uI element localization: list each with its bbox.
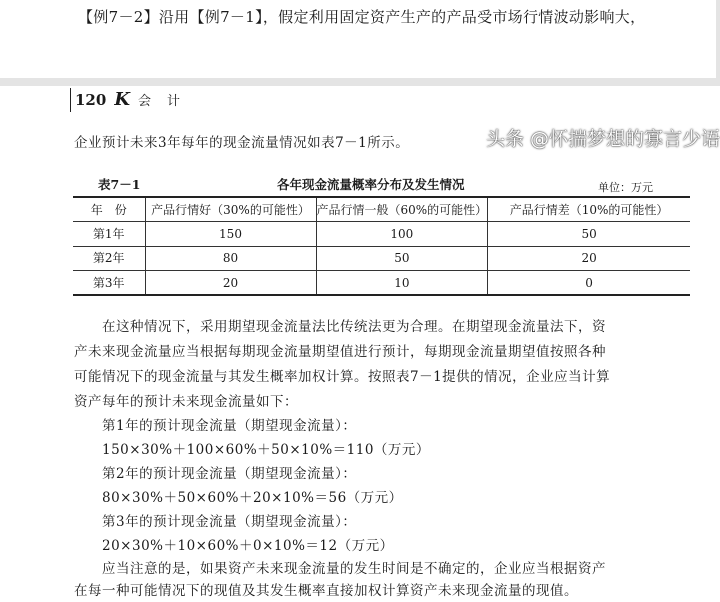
table-cell: 100 (316, 222, 488, 247)
column-header: 产品行情差（10%的可能性） (488, 197, 690, 222)
table-cell: 20 (488, 246, 690, 271)
table-cell: 第3年 (73, 271, 145, 296)
table-cell: 0 (488, 271, 690, 296)
column-header: 产品行情好（30%的可能性） (145, 197, 316, 222)
calc-line: 80×30%＋50×60%＋20×10%＝56（万元） (74, 490, 403, 506)
table-title: 各年现金流量概率分布及发生情况 (277, 177, 465, 192)
column-header: 产品行情一般（60%的可能性） (316, 197, 488, 222)
paragraph-line: 可能情况下的现金流量与其发生概率加权计算。按照表7－1提供的情况，企业应当计算 (74, 369, 611, 385)
calc-line: 第3年的预计现金流量（期望现金流量）： (74, 514, 357, 530)
table-cell: 20 (145, 271, 316, 296)
table-unit: 单位：万元 (598, 181, 653, 194)
calc-line: 第2年的预计现金流量（期望现金流量）： (74, 466, 357, 482)
table-cell: 50 (488, 222, 690, 247)
page-header (70, 88, 196, 112)
paragraph-line: 在这种情况下，采用期望现金流量法比传统法更为合理。在期望现金流量法下，资 (74, 319, 606, 335)
intro-text: 企业预计未来3年每年的现金流量情况如表7－1所示。 (74, 135, 410, 151)
table-cell: 第2年 (73, 246, 145, 271)
book-title: 会计 (137, 94, 196, 109)
page-number: 120 (75, 91, 107, 109)
column-header: 年 份 (73, 197, 145, 222)
watermark: 头条 @怀揣梦想的寡言少语 (486, 128, 720, 150)
book-logo-icon: K (114, 89, 130, 110)
table-cell: 10 (316, 271, 488, 296)
table-row (73, 246, 690, 271)
table-cell: 50 (316, 246, 488, 271)
previous-page (0, 0, 716, 78)
table-row (73, 222, 690, 247)
table-label: 表7－1 (98, 177, 141, 192)
table-cell: 150 (145, 222, 316, 247)
paragraph-line: 产未来现金流量应当根据每期现金流量期望值进行预计，每期现金流量期望值按照各种 (74, 344, 606, 360)
cash-flow-table (73, 196, 690, 296)
calc-line: 第1年的预计现金流量（期望现金流量）： (74, 418, 357, 434)
calc-line: 150×30%＋100×60%＋50×10%＝110（万元） (74, 442, 430, 458)
calc-line: 20×30%＋10×60%＋0×10%＝12（万元） (74, 538, 394, 554)
note-line: 应当注意的是，如果资产未来现金流量的发生时间是不确定的，企业应当根据资产 (74, 561, 606, 577)
example-line: 【例7－2】沿用【例7－1】，假定利用固定资产生产的产品受市场行情波动影响大， (78, 8, 646, 26)
table-header-row (73, 197, 690, 222)
note-line: 在每一种可能情况下的现值及其发生概率直接加权计算资产未来现金流量的现值。 (74, 583, 578, 599)
paragraph-line: 资产每年的预计未来现金流量如下： (74, 394, 298, 410)
table-row (73, 271, 690, 296)
table-cell: 第1年 (73, 222, 145, 247)
table-cell: 80 (145, 246, 316, 271)
